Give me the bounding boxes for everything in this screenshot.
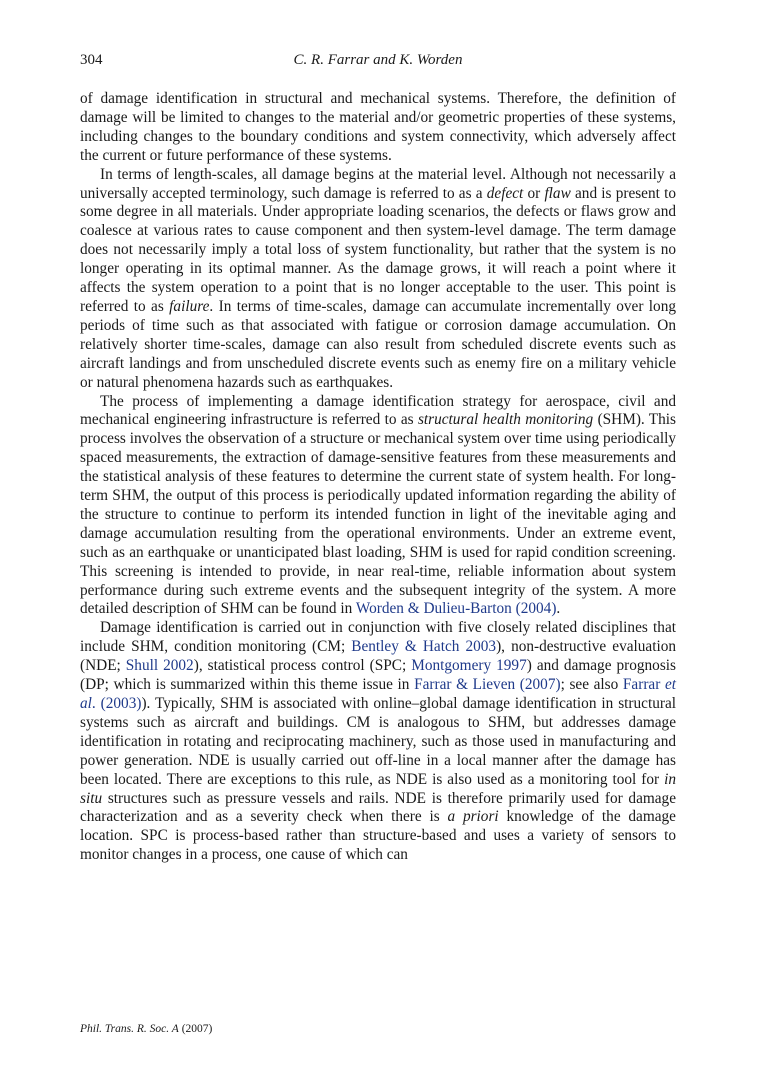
p3-text-a: The process of implementing a damage identification strategy for aerospace, civil and mechanical engineering infrastructure is referred to as [80,392,676,429]
p4-text-c: ), statistical process control (SPC; [193,657,412,675]
footer-journal: Phil. Trans. R. Soc. A [80,1023,179,1035]
running-head [80,50,676,70]
citation-worden-dulieu-barton-2004[interactable]: Worden & Dulieu-Barton (2004) [355,600,557,618]
p4-text-a: Damage identification is carried out in conjunction with five closely related disciplines that include SHM, condition monitoring (CM; [80,619,676,656]
p4-text-g: structures such as pressure vessels and rails. NDE is therefore primarily used for damage characterization and as a severity check when there is [80,789,676,826]
paragraph-4 [80,619,676,865]
citation-montgomery-1997[interactable]: Montgomery 1997 [411,657,527,675]
p3-text-b: (SHM). This process involves the observation of a structure or mechanical system over time using periodically spaced measurements, the extraction of damage-sensitive features from these measurements and the statistical analysis of these features to determine the current state of system health. For long-term SHM, the output of this process is periodically updated information regarding the ability of the structure to continue to perform its intended function in light of the inevitable aging and damage accumulation resulting from the operational environments. Under an extreme event, such as an earthquake or unanticipated blast loading, SHM is used for rapid condition screening. This screening is intended to provide, in near real-time, reliable information about system performance during such extreme events and the subsequent integrity of the system. A more detailed description of SHM can be found in [80,411,677,618]
paper-page [80,0,676,1088]
p2-text-a: In terms of length-scales, all damage begins at the material level. Although not necessarily a universally accepted terminology, such damage is referred to as a [80,165,676,202]
paragraph-1 [80,90,676,166]
citation-farrar-lieven-2007[interactable]: Farrar & Lieven (2007) [414,676,561,694]
p4-text-h: knowledge of the damage location. SPC is process-based rather than structure-based and uses a variety of sensors to monitor changes in a process, one cause of which can [80,808,676,864]
term-a-priori: a priori [447,808,499,826]
page-footer [80,1022,212,1036]
citation-farrar-et-al-etal: et al [80,676,676,712]
term-failure: failure [169,297,210,315]
citation-farrar-et-al-name: Farrar [622,676,665,694]
p4-text-f: ). Typically, SHM is associated with online–global damage identification in structural systems such as aircraft and buildings. CM is analogous to SHM, but addresses damage identification in rotating and reciprocating machinery, such as those used in manufacturing and power generation. NDE is usually carried out off-line in a local manner after the damage has been located. There are exceptions to this rule, as NDE is also used as a monitoring tool for [80,695,676,788]
p2-text-c: . In terms of time-scales, damage can accumulate incrementally over long periods of time such as that associated with fatigue or corrosion damage accumulation. On relatively shorter time-scales, damage can also result from scheduled discrete events such as aircraft landings and from unscheduled discrete events such as enemy fire on a military vehicle or natural phenomena hazards such as earthquakes. [80,297,676,391]
p4-text-d: ) and damage prognosis (DP; which is summarized within this theme issue in [80,657,676,694]
citation-farrar-et-al-year: . (2003) [91,695,142,712]
term-flaw: flaw [544,184,571,202]
paragraph-1-text: of damage identification in structural and mechanical systems. Therefore, the definition of damage will be limited to changes to the material and/or geometric properties of these systems, including changes to the boundary conditions and system connectivity, which adversely affect the current or future performance of these systems. [80,90,676,164]
body-text [80,90,676,865]
p2-text-or: or [523,184,545,202]
p3-text-c: . [556,600,561,618]
paragraph-3 [80,393,676,620]
running-head-authors: C. R. Farrar and K. Worden [293,52,463,68]
term-in-situ: in situ [80,770,676,807]
page-number: 304 [80,52,103,68]
footer-year: (2007) [178,1023,213,1035]
paragraph-2 [80,166,676,393]
term-shm: structural health monitoring [417,411,594,429]
term-defect: defect [486,184,524,202]
p2-text-b: and is present to some degree in all materials. Under appropriate loading scenarios, the defects or flaws grow and coalesce at various rates to cause component and then system-level damage. The term damage does not necessarily imply a total loss of system functionality, but rather that the system is no longer operating in its optimal manner. As the damage grows, it will reach a point where it affects the system operation to a point that is no longer acceptable to the user. This point is referred to as [80,184,676,315]
p4-text-e: ; see also [560,676,623,694]
citation-bentley-hatch-2003[interactable]: Bentley & Hatch 2003 [351,638,497,656]
citation-shull-2002[interactable]: Shull 2002 [125,657,194,675]
p4-text-b: ), non-destructive evaluation (NDE; [80,638,676,675]
